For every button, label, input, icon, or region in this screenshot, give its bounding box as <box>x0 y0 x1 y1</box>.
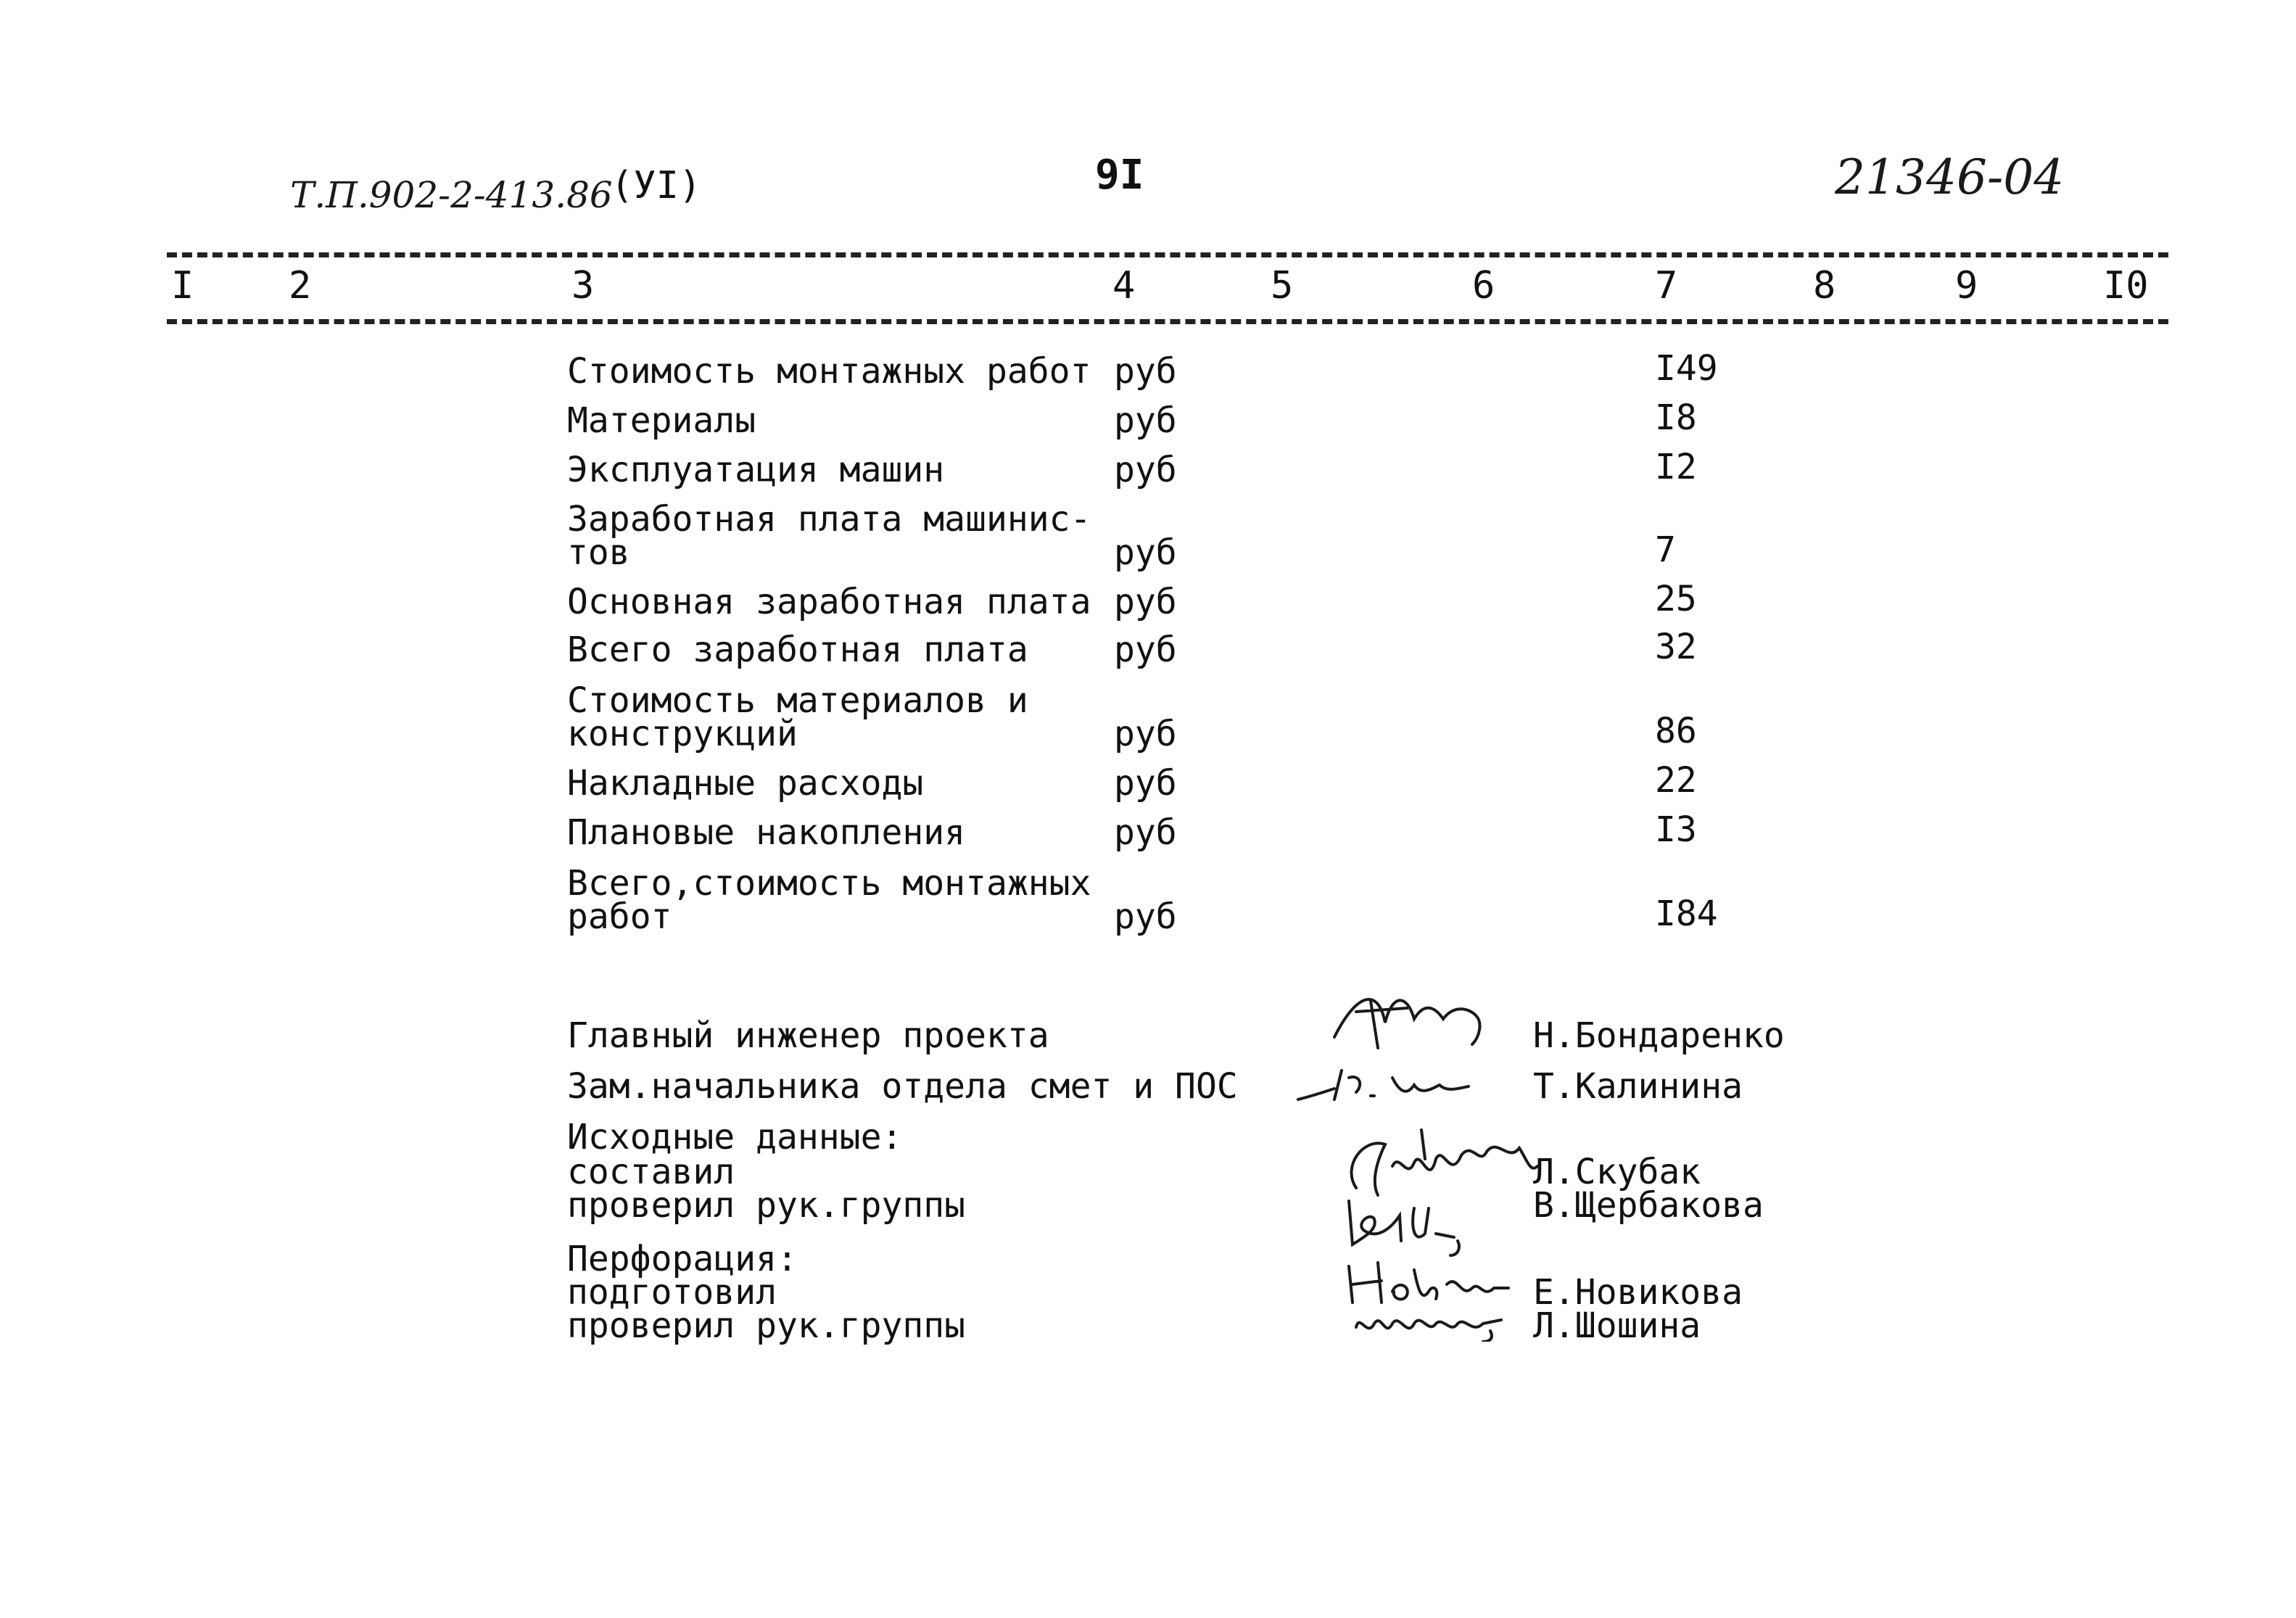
table-row-value: I2 <box>1655 447 1697 487</box>
column-header-8: 8 <box>1813 264 1836 307</box>
table-row-label: Эксплуатация машин <box>567 450 945 490</box>
column-header-10: I0 <box>2103 264 2149 307</box>
source-compiled-label: составил <box>567 1152 735 1192</box>
table-row-unit: руб <box>1114 812 1177 853</box>
perforation-checked-name: Л.Шошина <box>1533 1305 1701 1346</box>
column-header-7: 7 <box>1655 264 1678 307</box>
table-row-unit: руб <box>1114 630 1177 670</box>
header-bottom-rule <box>167 319 2168 324</box>
table-row-value: I3 <box>1655 809 1697 850</box>
table-row-value: 32 <box>1655 627 1697 667</box>
table-row-unit: руб <box>1114 532 1177 573</box>
table-row-value: 22 <box>1655 760 1697 801</box>
table-row-label: Всего заработная плата <box>567 630 1028 670</box>
chief-engineer-role: Главный инженер проекта <box>567 1015 1049 1056</box>
header-top-rule <box>167 252 2168 257</box>
deputy-head-role: Зам.начальника отдела смет и ПОС <box>567 1066 1238 1107</box>
table-row-label: Накладные расходы <box>567 763 924 804</box>
table-row-value: I84 <box>1655 893 1718 934</box>
column-header-1: I <box>171 264 194 307</box>
table-row-label: Плановые накопления <box>567 812 966 853</box>
source-checked-name: В.Щербакова <box>1533 1185 1764 1226</box>
perforation-checked-signature <box>1349 1298 1516 1342</box>
perforation-prepared-name: Е.Новикова <box>1533 1272 1743 1313</box>
table-row-unit: руб <box>1114 896 1177 937</box>
table-row-value: I49 <box>1655 348 1718 389</box>
table-row-value: 86 <box>1655 711 1697 751</box>
table-row-label: Стоимость монтажных работ <box>567 351 1091 392</box>
table-row-value: 7 <box>1655 529 1676 570</box>
perforation-prepared-label: подготовил <box>567 1272 777 1313</box>
column-header-9: 9 <box>1955 264 1978 307</box>
table-row-unit: руб <box>1114 714 1177 754</box>
column-header-3: 3 <box>571 264 595 307</box>
source-checked-signature <box>1334 1186 1479 1259</box>
table-row-label: Материалы <box>567 400 756 441</box>
doc-code: Т.П.902-2-413.86 <box>290 174 613 216</box>
table-row-unit: руб <box>1114 582 1177 622</box>
table-row-label-cont: конструкций <box>567 714 798 754</box>
perforation-checked-label: проверил рук.группы <box>567 1305 966 1346</box>
source-compiled-name: Л.Скубак <box>1533 1152 1701 1192</box>
source-checked-label: проверил рук.группы <box>567 1185 966 1226</box>
table-row-unit: руб <box>1114 450 1177 490</box>
table-row-label: Всего,стоимость монтажных <box>567 863 1091 904</box>
table-row-label: Заработная плата машинис- <box>567 499 1091 540</box>
column-header-4: 4 <box>1112 264 1136 307</box>
volume-label: (УI) <box>611 164 702 207</box>
table-row-unit: руб <box>1114 400 1177 441</box>
archive-number: 21346-04 <box>1835 149 2065 205</box>
perforation-title: Перфорация: <box>567 1239 798 1279</box>
deputy-head-name: Т.Калинина <box>1533 1066 1743 1107</box>
chief-engineer-signature <box>1327 979 1494 1059</box>
table-row-label-cont: работ <box>567 896 672 937</box>
table-row-label-cont: тов <box>567 532 630 573</box>
table-row-unit: руб <box>1114 351 1177 392</box>
table-row-unit: руб <box>1114 763 1177 804</box>
source-data-title: Исходные данные: <box>567 1117 903 1157</box>
table-row-value: 25 <box>1655 579 1697 619</box>
table-row-value: I8 <box>1655 397 1697 438</box>
deputy-head-signature <box>1291 1056 1479 1114</box>
chief-engineer-name: Н.Бондаренко <box>1533 1015 1785 1056</box>
table-row-label: Основная заработная плата <box>567 582 1091 622</box>
table-row-label: Стоимость материалов и <box>567 680 1028 721</box>
column-header-2: 2 <box>289 264 312 307</box>
column-header-5: 5 <box>1271 264 1294 307</box>
column-header-6: 6 <box>1472 264 1495 307</box>
page-number: 9I <box>1095 152 1144 199</box>
